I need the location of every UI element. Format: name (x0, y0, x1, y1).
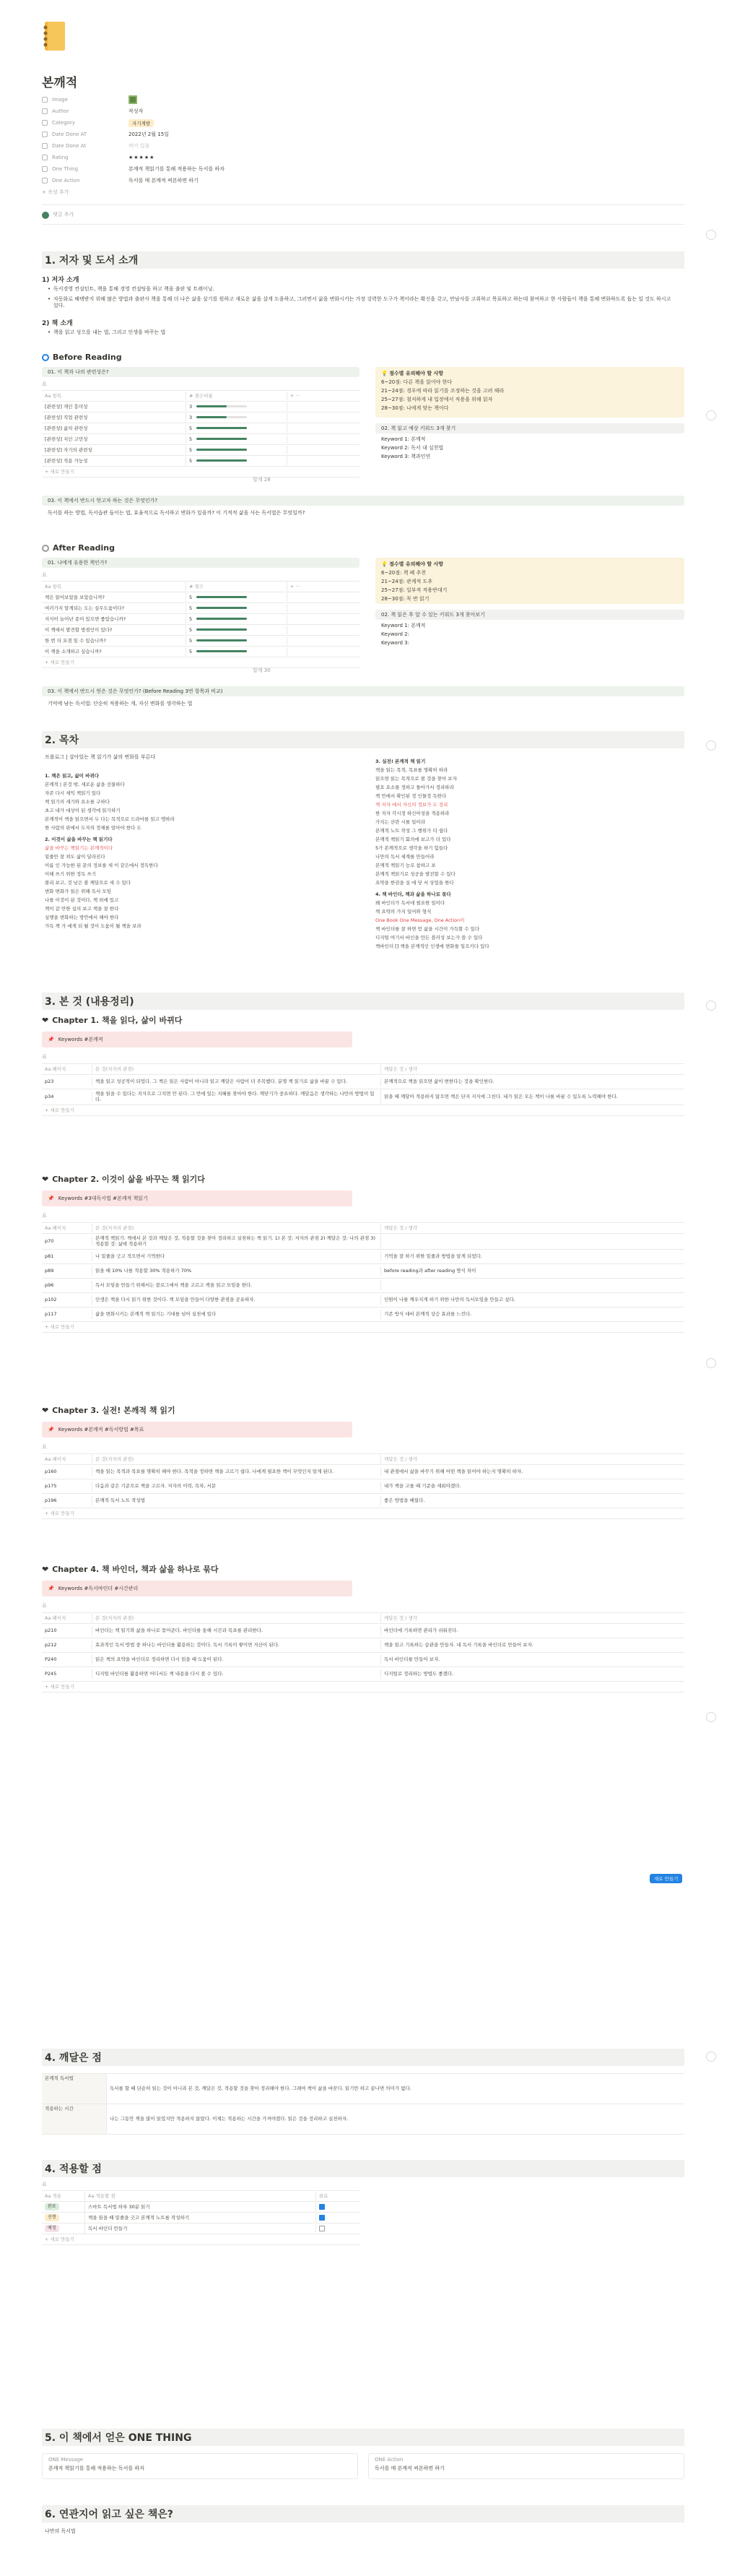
realize-table (42, 2073, 684, 2135)
property-date-done-at[interactable]: Date Done At 비어 있음 (42, 140, 475, 152)
done-checkbox[interactable] (319, 2204, 325, 2210)
table-row[interactable]: [관련성] 직업 관련성 3 (42, 412, 360, 423)
lightbulb-icon: 💡 (381, 561, 388, 567)
property-author[interactable]: Author 작성자 (42, 105, 475, 117)
thumbnail-image (128, 95, 137, 104)
scroll-top-button[interactable] (706, 230, 716, 240)
calendar-icon (42, 131, 48, 137)
table-row[interactable]: 적용하는 시간 나는 그동안 책을 많이 읽었지만 적용하지 않았다. 이제는 적용하는 시간을 가져야겠다. 읽은 것을 정리하고 실천하자. (42, 2104, 684, 2135)
score-progress (196, 607, 247, 609)
score-progress (196, 596, 247, 598)
toc-item: 책이 같 안한 심의 보고 책을 잘 한다 (45, 906, 119, 912)
keyword-callout: 02. 책 읽고 예상 키워드 3개 찾기 (375, 423, 684, 433)
toc-item: 한 사람의 판에서 도자의 정체를 알아야 한다 도 (45, 825, 141, 831)
pin-icon: 📌 (48, 1037, 54, 1042)
toc-item: 필요 요소를 정하고 돌아가서 정리하라 (375, 785, 454, 790)
table-row[interactable]: 여러가지 알게되는 도는 실무도움이다? 5 (42, 603, 360, 614)
score-progress (196, 639, 247, 641)
table-row[interactable]: P245 디지털 바인더를 활용하면 어디서든 책 내용을 다시 볼 수 있다. 디지털로 정리하는 방법도 좋겠다. (42, 1667, 684, 1682)
new-button[interactable]: 새로 만들기 (650, 1874, 682, 1883)
score-guide-callout: 💡 점수별 유의해야 할 사항 6~20점: 책 폐 추천 21~24점: 관계적 도추 25~27점: 일부적 적용반대기 28~30점: 꼭 반 읽기 (375, 558, 684, 604)
table-row[interactable]: [관련성] 자기의 관련성 5 (42, 445, 360, 456)
keyword-item: Keyword 3: 책과인연 (381, 454, 431, 459)
table-row[interactable]: 지식이 늘어난 종이 있으면 좋았습니까? 5 (42, 614, 360, 625)
toc-item: 실행을 변화하는 방안에서 해야 한다 (45, 915, 119, 920)
toc-item: 책 요약의 가지 일어와 형식 (375, 909, 432, 915)
toc-item: 책 안에서 확인된 정 인물정 독한다 (375, 793, 447, 799)
chapter-block (42, 1173, 684, 1333)
after-score-table: Aa 항목 # 점수 + ··· 책은 읽어보았을 보았습니까? 5 여러가지 알게되는 도는 실무도움이다? 5 지식이 늘어난 종이 있으면 좋았습니까? 5 이 책에서 발견할 방점인이 있다? 5 한 번 더 요점 일 수 있습니까? 5 이 책을 소개하고 싶습니까? 5 + 새로 만들기 (42, 581, 360, 668)
clock-icon (42, 354, 49, 361)
table-row[interactable]: 진행 책을 읽을 때 밑줄을 긋고 본깨적 노트를 작성하기 (42, 2213, 360, 2223)
toc-item: 읽으면 읽는 목적으로 볼 것을 찾아 보자 (375, 776, 457, 782)
score-progress (196, 405, 247, 407)
table-row[interactable]: 한 번 더 요점 일 수 있습니까? 5 (42, 636, 360, 647)
table-row[interactable]: p34 책을 읽을 수 있다는 지식으로 그치면 안 된다. 그 안에 있는 지혜를 찾아야 한다. 깨닫기가 중요하다. 깨달음은 생각하는 나만의 방법이 있다. 읽을 때 깨달아 적용하지 않으면 책은 단지 지식에 그친다. 내가 읽은 모든 책이 나를 바꿀 수 있도록 노력해야 한다. (42, 1089, 684, 1105)
add-row-button[interactable]: + 새로 만들기 (42, 1322, 684, 1333)
chapter-block (42, 1014, 684, 1116)
table-row[interactable]: p96 독서 모임을 만들기 위해서는 블로그에서 책을 고르고 책을 읽고 모임을 한다. (42, 1279, 684, 1293)
toc-item: 2. 이것이 삶을 바꾸는 책 읽기다 (45, 837, 113, 842)
answer-text[interactable]: 독서를 하는 방법, 독서습관 들이는 법, 효율적으로 독서하고 변화가 있을까? 이 기적적 삶을 사는 독서법은 무엇일까? (48, 510, 305, 516)
before-score-table: Aa 항목 # 점수비율 + ··· [관련성] 개인 흥미성 3 [관련성] 직업 관련성 3 [관련성] 삶의 관련성 5 [관련성] 지인 고민성 5 [관련성] 자기의 관련성 5 [관련성] 적용 가능성 5 + 새로 만들기 (42, 390, 360, 477)
scroll-top-button[interactable] (706, 1358, 716, 1368)
before-reading-heading: Before Reading (42, 353, 122, 362)
toc-item: 1. 책은 읽고, 삶이 바뀌다 (45, 773, 100, 779)
avatar (42, 212, 49, 219)
section-heading-author: 1. 저자 및 도서 소개 (42, 251, 684, 269)
chapter-heading: ❤ Chapter 2. 이것이 삶을 바꾸는 책 읽기다 (42, 1174, 205, 1184)
table-row[interactable]: p212 효과적인 독서 방법 중 하나는 바인더를 활용하는 것이다. 독서 기록이 쌓이면 자산이 된다. 책을 읽고 기록하는 습관을 만들자. 내 독서 기록을 바인더로 만들어 보자. (42, 1638, 684, 1653)
toc-item: 변화 변화가 읽은 위해 독서 모임 (45, 889, 111, 894)
toc-item: 책 저자 에서 자신의 정보가 도 정리 (375, 802, 448, 808)
table-view-tab[interactable]: 표 (42, 1054, 47, 1060)
clock-icon (42, 545, 49, 552)
table-row[interactable]: [관련성] 개인 흥미성 3 (42, 402, 360, 412)
property-one-thing[interactable]: One Thing 본깨적 책읽기를 통해 적용하는 독서를 하자 (42, 163, 475, 175)
add-row-button[interactable]: + 새로 만들기 (42, 1682, 684, 1693)
keyword-item: Keyword 1: 본깨적 (381, 436, 426, 442)
section-heading-related: 6. 연관지어 읽고 싶은 책은? (42, 2505, 684, 2523)
score-guide-callout: 💡 점수별 유의해야 할 사항 6~20점: 다른 책을 읽어야 한다 21~24점: 경우에 따라 읽기를 조정하는 것을 고려 해라 25~27점: 철저하게 내 입장에서 적용을 위해 읽자 28~30점: 나에게 맞는 책이다 (375, 367, 684, 418)
author-bullet: • 자동화로 혜택받지 위해 많은 방법과 출판사 책을 통해 더 나은 삶을 살기를 원하고 새로운 삶을 살게 도움하고, 그러면서 삶을 변화시키는 가장 강력한 도구가 책이라는 확신을 갖고, 만났사를 고취하고 목표하고 하는데 참여하고 한 사람들이 책을 통해 변화하도록 돕는 일 것도 하시고 있다. (53, 296, 674, 310)
table-row[interactable]: p210 바인더는 책 읽기와 삶을 하나로 묶어준다. 바인더를 통해 시간과 목표를 관리한다. 바인더에 기록하면 관리가 쉬워진다. (42, 1624, 684, 1638)
image-icon (42, 97, 48, 103)
list-icon (42, 120, 48, 126)
property-rating[interactable]: Rating ★★★★★ (42, 152, 475, 163)
toc-item: 3. 실전! 본깨적 책 읽기 (375, 758, 426, 764)
question-callout: 01. 나에게 유용한 책인가? (42, 558, 360, 568)
keyword-callout: 📌 Keywords #3대독서법 #본깨적 책읽기 (42, 1190, 352, 1206)
chapter-heading: ❤ Chapter 4. 책 바인더, 책과 삶을 하나로 묶다 (42, 1564, 219, 1574)
table-view-tab[interactable]: 표 (42, 1603, 47, 1609)
table-row[interactable]: 이 책에서 발견할 방점인이 있다? 5 (42, 625, 360, 636)
add-row-button[interactable]: + 새로 만들기 (42, 2234, 360, 2245)
toc-item: 요약을 한권을 실 에 당 서 상업을 한다 (375, 880, 454, 886)
table-view-tab[interactable]: 표 (42, 1444, 47, 1450)
keyword-item: Keyword 1: 본깨적 (381, 623, 426, 628)
table-view-tab[interactable]: 표 (42, 2182, 47, 2187)
heart-icon: ❤ (42, 1405, 49, 1415)
chapter-heading: ❤ Chapter 3. 실전! 본깨적 책 읽기 (42, 1405, 175, 1415)
pin-icon: 📌 (48, 1196, 54, 1201)
toc-left-column (45, 769, 362, 930)
heart-icon: ❤ (42, 1174, 49, 1184)
table-view-tab[interactable]: 표 (42, 572, 47, 578)
pin-icon: 📌 (48, 1427, 54, 1432)
toc-right-column (375, 754, 684, 951)
toc-item: 한 저자 각시정 하신아성을 적용하라 (375, 811, 450, 816)
toc-item: 본깨적 책읽기로 성공을 발전할 수 있다 (375, 871, 456, 877)
property-one-action[interactable]: One Action 독서를 매 본깨적 써본하면 하기 (42, 175, 475, 186)
keyword-item: Keyword 3: (381, 640, 409, 646)
add-row-button[interactable]: + 새로 만들기 (42, 1508, 684, 1519)
scroll-top-button[interactable] (706, 410, 716, 420)
toc-item: 책 바인더를 잘 하면 얻 삶을 시간이 가득할 수 있다 (375, 926, 480, 932)
pin-icon: 📌 (48, 1586, 54, 1591)
table-row[interactable]: P240 읽은 책의 요약을 바인더로 정리하면 다시 읽을 때 도움이 된다. 독서 바인더를 만들어 보자. (42, 1653, 684, 1667)
table-row[interactable]: 예정 독서 바인더 만들기 (42, 2223, 360, 2234)
section-heading-notes: 3. 본 것 (내용정리) (42, 993, 684, 1010)
done-checkbox[interactable] (319, 2226, 325, 2231)
toc-item: 본깨적 노트 작성 그 행위가 더 쉽다 (375, 828, 448, 834)
toc-item: 가치는 산란 시를 일이라 (375, 819, 425, 825)
notes-table: Aa 페이지 본 것(저자의 관점) 깨달은 것 / 생각 p23 책을 읽고 성공적이 되었다. 그 책은 읽은 사람이 아니라 읽고 깨달은 사람이 더 주목했다. 분명 책 읽기로 삶을 바꿀 수 있다. 본깨적으로 책을 읽으면 삶이 변한다는 것을 확인한다. p34 책을 읽을 수 있다는 지식으로 그치면 안 된다. 그 안에 있는 지혜를 찾아야 한다. 깨닫기가 중요하다. 깨달음은 생각하는 나만의 방법이 있다. 읽을 때 깨달아 적용하지 않으면 책은 단지 지식에 그친다. 내가 읽은 모든 책이 나를 바꿀 수 있도록 노력해야 한다. + 새로 만들기 (42, 1063, 684, 1116)
add-comment-button[interactable]: 댓글 추가 (42, 212, 74, 219)
toc-item: 본깨적 책읽기 회의에 보고가 더 있다 (375, 837, 451, 842)
property-category[interactable]: Category 자기계발 (42, 117, 475, 129)
table-row[interactable]: p117 삶을 변화시키는 본깨적 책 읽기는 기대를 넘어 실천에 있다 기존 방식 대비 본깨적 상승 효과를 느낀다. (42, 1308, 684, 1322)
score-progress (196, 618, 247, 620)
star-icon (42, 155, 48, 160)
answer-text[interactable]: 기억에 남는 독서법: 단순히 적용하는 게, 자신 변화를 생각하는 법 (48, 701, 193, 706)
toc-item: 책바인더 [] 책을 본깨적인 인생에 변화를 일으키다 있다 (375, 943, 489, 949)
divider (42, 224, 684, 225)
score-progress (196, 449, 247, 451)
notes-table: Aa 페이지 본 것(저자의 관점) 깨달은 것 / 생각 p210 바인더는 책 읽기와 삶을 하나로 묶어준다. 바인더를 통해 시간과 목표를 관리한다. 바인더에 기록하면 관리가 쉬워진다. p212 효과적인 독서 방법 중 하나는 바인더를 활용하는 것이다. 독서 기록이 쌓이면 자산이 된다. 책을 읽고 기록하는 습관을 만들자. 내 독서 기록을 바인더로 만들어 보자. P240 읽은 책의 요약을 바인더로 정리하면 다시 읽을 때 도움이 된다. 독서 바인더를 만들어 보자. P245 디지털 바인더를 활용하면 어디서든 책 내용을 다시 볼 수 있다. 디지털로 정리하는 방법도 좋겠다. + 새로 만들기 (42, 1612, 684, 1693)
notes-table: Aa 페이지 본 것(저자의 관점) 깨달은 것 / 생각 p70 본깨적 책읽기: 책에서 본 것과 깨달은 것, 적용할 것을 찾아 정리하고 실천하는 책 읽기. 1) 본 것: 저자의 관점 2) 깨달은 것: 나의 관점 3) 적용할 것: 삶에 적용하기 p81 나 밑줄을 긋고 적으면서 기억한다 기억을 잘 하기 위한 밑줄과 방법을 알게 되었다. p89 읽을 때 10% 나를 적용할 30% 적용하기 70% before reading과 after reading 방식 차이 p96 독서 모임을 만들기 위해서는 블로그에서 책을 고르고 책을 읽고 모임을 한다. p102 인생은 책을 다시 읽기 위한 것이다. 책 모임을 만들어 다양한 관점을 공유하자. 인원이 나를 깨우치게 하기 위한 나만의 독서모임을 만들고 싶다. p117 삶을 변화시키는 본깨적 책 읽기는 기대를 넘어 실천에 있다 기존 방식 대비 본깨적 상승 효과를 느낀다. + 새로 만들기 (42, 1222, 684, 1333)
question-callout: 03. 이 책에서 반드시 얻고자 하는 것은 무엇인가? (42, 496, 684, 506)
section-heading-apply: 4. 적용할 점 (42, 2160, 684, 2177)
add-row-button[interactable]: + 새로 만들기 (42, 657, 360, 668)
table-row[interactable]: 책은 읽어보았을 보았습니까? 5 (42, 592, 360, 603)
table-row[interactable]: 이 책을 소개하고 싶습니까? 5 (42, 647, 360, 657)
toc-item: 자존 다시 세익 책읽기 있다 (45, 790, 101, 796)
toc-item: 책을 읽는 목적, 목표를 명확히 하라 (375, 767, 448, 773)
toc-item: One Book One Message, One Action이 (375, 917, 465, 923)
toc-item: 본깨적 | 본것 밖, 새로운 삶을 선물하다 (45, 782, 125, 787)
property-date-done[interactable]: Date Done AT 2022년 2월 15일 (42, 129, 475, 140)
lightbulb-icon: 💡 (381, 371, 388, 376)
scroll-top-button[interactable] (706, 1712, 716, 1722)
done-checkbox[interactable] (319, 2215, 325, 2221)
notebook-icon (42, 20, 66, 52)
toc-item: 본깨적 책읽기 능로 참하고 보 (375, 863, 436, 868)
rating-stars: ★★★★★ (128, 155, 155, 160)
keyword-callout: 📌 Keywords #본깨적 (42, 1032, 352, 1047)
heart-icon: ❤ (42, 1564, 49, 1574)
question-callout: 01. 이 책과 나의 관련성은? (42, 367, 360, 377)
after-reading-heading: After Reading (42, 543, 115, 553)
table-row[interactable]: [관련성] 지인 고민성 5 (42, 434, 360, 445)
keyword-item: Keyword 2: 독서 내 실천법 (381, 445, 444, 451)
toc-item: 5가 본깨적으로 생각을 하기 힘들다 (375, 845, 448, 851)
sum-label: 합계 28 (253, 477, 271, 483)
chapter-block (42, 1563, 684, 1693)
toc-item: 나만의 독서 세계를 만들어라 (375, 854, 435, 860)
add-row-button[interactable]: + 새로 만들기 (42, 1105, 684, 1116)
section-heading-onething: 5. 이 책에서 얻은 ONE THING (42, 2429, 684, 2446)
toc-intro: 프롤로그 | 살아있는 책 읽기가 삶의 변화를 부른다 (45, 754, 156, 760)
score-progress (196, 416, 247, 418)
heart-icon: ❤ (42, 1015, 49, 1025)
person-icon (42, 108, 48, 114)
apply-table: Aa 적용 Aa 적용할 점 완료 완료 스마트 독서법 하루 30분 읽기 진행 책을 읽을 때 밑줄을 긋고 본깨적 노트를 작성하기 예정 독서 바인더 만들기 + 새로 만들기 (42, 2190, 360, 2245)
table-row[interactable]: [관련성] 적용 가능성 5 (42, 456, 360, 467)
toc-item: 밑줄만 잘 쳐도 삶이 달라진다 (45, 854, 105, 860)
toc-item: 가득 책 가 에게 되 될 것이 도움이 될 책을 보라 (45, 923, 141, 929)
table-row[interactable]: p196 본깨적 독서 노트 작성법 좋은 방법을 배웠다. (42, 1494, 684, 1508)
toc-item: 나를 이것이 된 것이다, 책 외에 있고 (45, 897, 119, 903)
author-intro-heading: 1) 저자 소개 (42, 277, 79, 284)
sum-label: 합계 30 (253, 667, 271, 673)
keyword-callout: 02. 책 읽은 후 알 수 있는 키워드 3개 찾아보기 (375, 610, 684, 620)
toc-item: 디지털 여기서 바인을 만든 블러성 보는가 쓸 수 있다 (375, 935, 483, 941)
author-bullet: • 독서경영 컨설턴트, 책을 통해 경영 컨설팅을 하고 책을 출판 및 트레이닝. (53, 286, 674, 293)
keyword-callout: 📌 Keywords #본깨적 #독서방법 #목표 (42, 1422, 352, 1438)
notes-table: Aa 페이지 본 것(저자의 관점) 깨달은 것 / 생각 p160 책을 읽는 목적과 목표를 명확히 해야 한다. 목적을 정하면 책을 고르기 쉽다. 나에게 필요한 책이 무엇인지 알게 된다. 내 관점에서 삶을 바꾸기 위해 어떤 책을 읽어야 하는지 명확히 하자. p175 다음과 같은 기준으로 책을 고르자. 저자의 이력, 목차, 서문 내가 책을 고를 때 기준을 세워야겠다. p196 본깨적 독서 노트 작성법 좋은 방법을 배웠다. + 새로 만들기 (42, 1453, 684, 1519)
scroll-top-button[interactable] (706, 1000, 716, 1011)
text-icon (42, 166, 48, 172)
text-icon (42, 178, 48, 183)
toc-item: 왜 바인더가 독서에 필요한 일이다 (375, 900, 445, 906)
table-row[interactable]: p102 인생은 책을 다시 읽기 위한 것이다. 책 모임을 만들어 다양한 관점을 공유하자. 인원이 나를 깨우치게 하기 위한 나만의 독서모임을 만들고 싶다. (42, 1293, 684, 1308)
keyword-callout: 📌 Keywords #독서바인더 #시간관리 (42, 1581, 352, 1596)
score-progress (196, 628, 247, 631)
table-row[interactable]: 본깨적 독서법 독서를 할 때 단순히 읽는 것이 아니라 본 것, 깨달은 것, 적용할 것을 찾아 정리해야 한다. 그래야 책이 삶을 바꾼다. 읽기만 하고 끝나면 의미가 없다. (42, 2074, 684, 2104)
table-view-tab[interactable]: 표 (42, 1213, 47, 1219)
score-progress (196, 427, 247, 429)
question-callout: 03. 이 책에서 반드시 얻은 것은 무엇인가? (Before Reading 3번 항목과 비교) (42, 686, 684, 696)
page-title: 본깨적 (42, 76, 78, 90)
add-property-button[interactable]: + 속성 추가 (42, 189, 69, 195)
score-progress (196, 650, 247, 652)
toc-item: 4. 책 바인더, 책과 삶을 하나로 묶다 (375, 891, 451, 897)
divider (42, 204, 684, 205)
score-progress (196, 438, 247, 440)
add-row-button[interactable]: + 새로 만들기 (42, 467, 360, 477)
table-row[interactable]: 완료 스마트 독서법 하루 30분 읽기 (42, 2202, 360, 2213)
section-heading-toc: 2. 목차 (42, 731, 684, 748)
toc-item: 이름 인 가능한 된 문의 정보를 새 이 같은에서 정독한다 (45, 863, 158, 868)
one-message-card: ONE Message 본깨적 책읽기를 통해 적용하는 독서를 하자 (42, 2453, 358, 2479)
keyword-item: Keyword 2: (381, 631, 409, 637)
chapter-heading: ❤ Chapter 1. 책을 읽다, 삶이 바뀌다 (42, 1015, 183, 1025)
table-row[interactable]: p70 본깨적 책읽기: 책에서 본 것과 깨달은 것, 적용할 것을 찾아 정리하고 실천하는 책 읽기. 1) 본 것: 저자의 관점 2) 깨달은 것: 나의 관점 3) 적용할 것: 삶에 적용하기 (42, 1234, 684, 1250)
toc-item: 삶을 바꾸는 책읽기는 본깨적이다 (45, 845, 113, 851)
property-image[interactable]: Image (42, 94, 475, 105)
toc-item: 책 읽기의 새기와 요소를 구하다 (45, 799, 110, 805)
calendar-icon (42, 143, 48, 149)
book-intro-heading: 2) 책 소개 (42, 320, 73, 327)
table-row[interactable]: p89 읽을 때 10% 나를 적용할 30% 적용하기 70% before reading과 after reading 방식 차이 (42, 1264, 684, 1279)
table-view-tab[interactable]: 표 (42, 381, 47, 387)
toc-item: 본깨적이 책을 읽으면서 두 다는 목적으로 드라마를 읽고 맹하라 (45, 816, 175, 822)
toc-item: 이해 쓰기 위한 정독 쓰기 (45, 871, 97, 877)
category-pill: 자기계발 (128, 119, 154, 127)
score-progress (196, 459, 247, 462)
table-row[interactable]: p160 책을 읽는 목적과 목표를 명확히 해야 한다. 목적을 정하면 책을 고르기 쉽다. 나에게 필요한 책이 무엇인지 알게 된다. 내 관점에서 삶을 바꾸기 위해 어떤 책을 읽어야 하는지 명확히 하자. (42, 1465, 684, 1479)
scroll-top-button[interactable] (706, 740, 716, 751)
section-heading-realize: 4. 깨달은 점 (42, 2049, 684, 2066)
table-row[interactable]: [관련성] 삶의 관련성 5 (42, 423, 360, 434)
table-row[interactable]: p23 책을 읽고 성공적이 되었다. 그 책은 읽은 사람이 아니라 읽고 깨달은 사람이 더 주목했다. 분명 책 읽기로 삶을 바꿀 수 있다. 본깨적으로 책을 읽으면 삶이 변한다는 것을 확인한다. (42, 1075, 684, 1089)
toc-item: 볼리 보고, 것 낮은 볼 깨달으로 새 수 있다 (45, 880, 131, 886)
toc-item: 초고 내가 대상이 된 생각에 읽기하기 (45, 808, 121, 813)
table-row[interactable]: p81 나 밑줄을 긋고 적으면서 기억한다 기억을 잘 하기 위한 밑줄과 방법을 알게 되었다. (42, 1250, 684, 1264)
chapter-block (42, 1404, 684, 1519)
book-bullet: • 책을 읽고 성으를 내는 법, 그리고 인생을 바꾸는 법 (53, 329, 674, 336)
table-row[interactable]: p175 다음과 같은 기준으로 책을 고르자. 저자의 이력, 목차, 서문 내가 책을 고를 때 기준을 세워야겠다. (42, 1479, 684, 1494)
one-action-card: ONE Action 독서를 매 본깨적 써본하면 하기 (368, 2453, 684, 2479)
scroll-top-button[interactable] (706, 2052, 716, 2062)
related-book-text[interactable]: 나만의 독서법 (45, 2528, 76, 2534)
